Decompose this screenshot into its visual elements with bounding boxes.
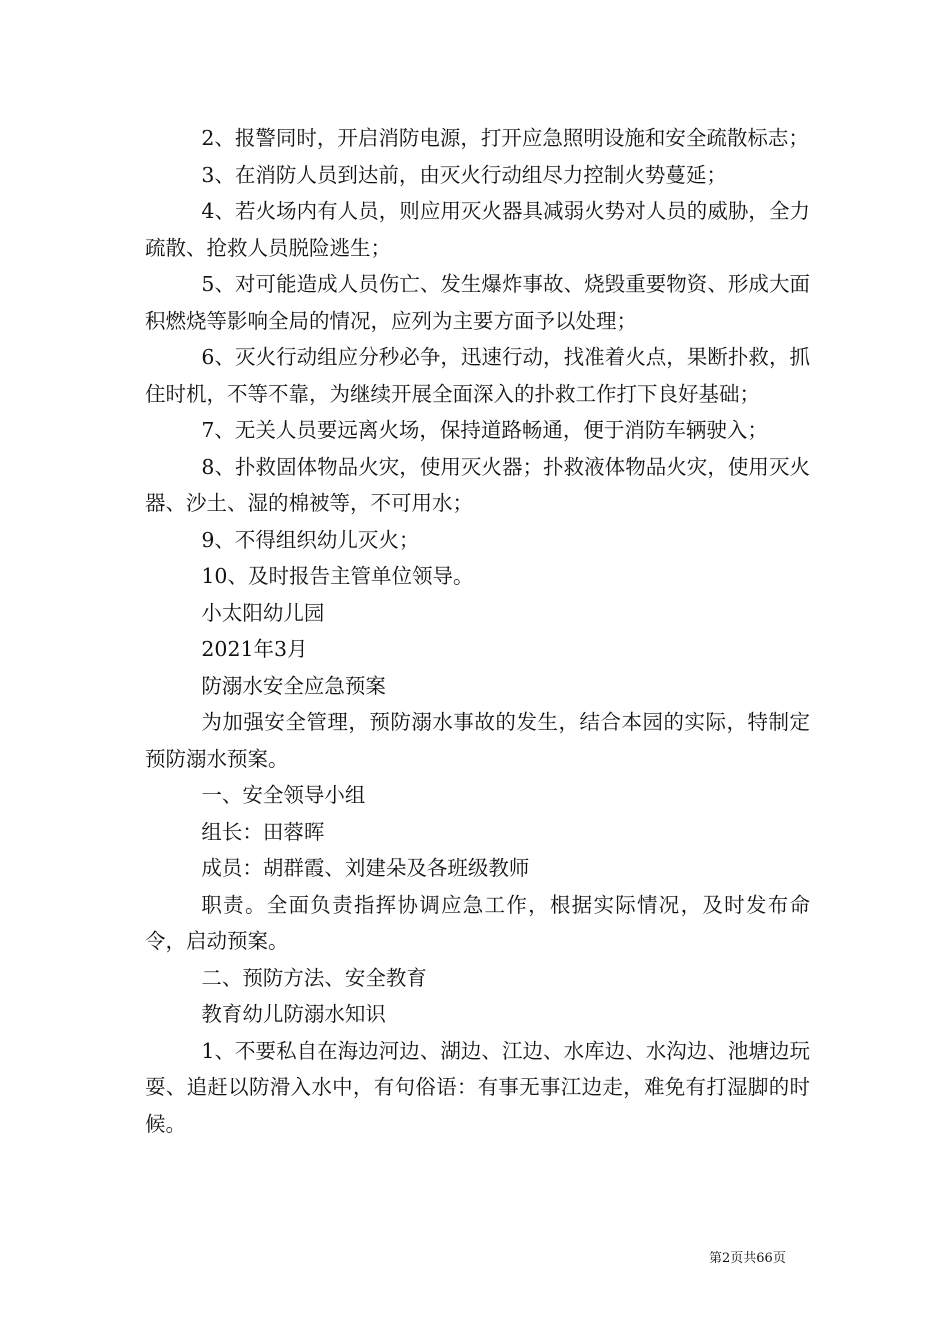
page-number: 第2页共66页 [709,1251,786,1266]
paragraph-alarm-power: 2、报警同时，开启消防电源，打开应急照明设施和安全疏散标志； [201,126,809,150]
paragraph-extinguish-methods: 8、扑救固体物品火灾，使用灭火器；扑救液体物品火灾，使用灭火器、沙土、湿的棉被等，不可用水； [145,454,810,515]
group-leader: 组长：田蓉晖 [201,819,325,844]
signature-date: 2021年3月 [201,637,308,661]
paragraph-control-fire: 3、在消防人员到达前，由灭火行动组尽力控制火势蔓延； [201,162,727,187]
document-body [145,120,810,1142]
heading-prevention-education: 二、预防方法、安全教育 [201,965,427,990]
paragraph-no-children: 9、不得组织幼儿灭火； [201,527,420,552]
subheading-drowning-knowledge: 教育幼儿防溺水知识 [201,1002,386,1026]
paragraph-priority-handling: 5、对可能造成人员伤亡、发生爆炸事故、烧毁重要物资、形成大面积燃烧等影响全局的情况，应列为主要方面予以处理； [145,272,810,333]
paragraph-fire-team-action: 6、灭火行动组应分秒必争，迅速行动，找准着火点，果断扑救，抓住时机，不等不靠，为继续开展全面深入的扑救工作打下良好基础； [145,345,810,406]
paragraph-plan-purpose: 为加强安全管理，预防溺水事故的发生，结合本园的实际，特制定预防溺水预案。 [145,710,810,771]
signature-kindergarten: 小太阳幼儿园 [201,600,325,625]
group-members: 成员：胡群霞、刘建朵及各班级教师 [201,856,530,880]
paragraph-no-playing-near-water: 1、不要私自在海边河边、湖边、江边、水库边、水沟边、池塘边玩耍、追赶以防滑入水中，有句俗语：有事无事江边走，难免有打湿脚的时候。 [145,1038,810,1136]
group-duties: 职责。全面负责指挥协调应急工作，根据实际情况，及时发布命令，启动预案。 [145,892,810,953]
paragraph-keep-roads-clear: 7、无关人员要远离火场，保持道路畅通，便于消防车辆驶入； [201,418,768,442]
heading-safety-group: 一、安全领导小组 [201,783,366,807]
paragraph-report-leaders: 10、及时报告主管单位领导。 [201,564,474,588]
section-title-drowning-plan: 防溺水安全应急预案 [201,673,386,698]
paragraph-evacuate-people: 4、若火场内有人员，则应用灭火器具减弱火势对人员的威胁，全力疏散、抢救人员脱险逃生； [145,199,810,260]
